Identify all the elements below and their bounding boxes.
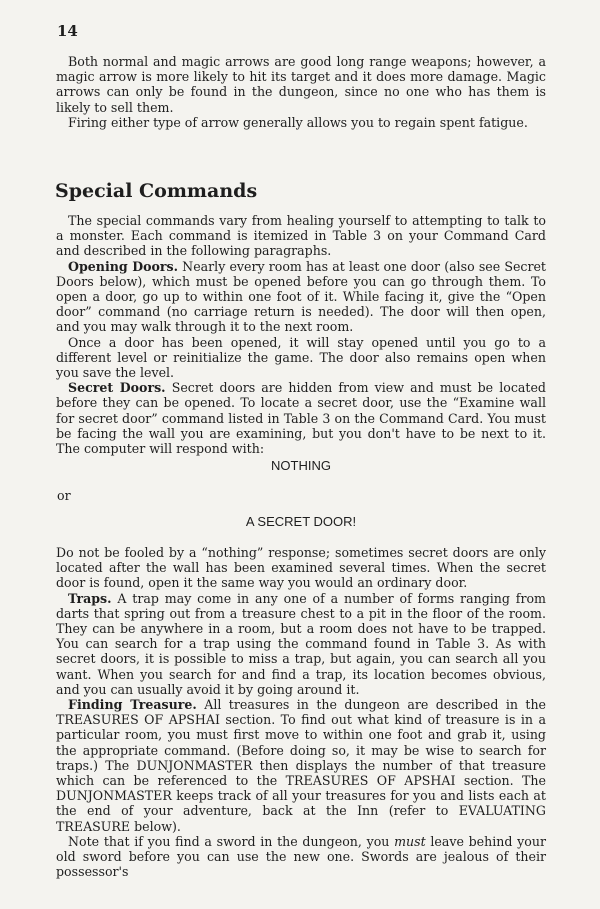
special-commands-text [56, 213, 546, 456]
paragraph: Both normal and magic arrows are good long range weapons; however, a magic arrow is more likely to hit its target and it does more damage. Magic arrows can only be found in the dungeon, since no one who has them is likely to sell them. [56, 54, 546, 115]
response-secret-door: A SECRET DOOR! [245, 514, 357, 529]
paragraph: Note that if you find a sword in the dungeon, you must leave behind your old sword before you can use the new one. Swords are jealous of their possessor's [56, 833, 546, 880]
paragraph: Opening Doors. Nearly every room has at least one door (also see Secret Doors below), which must be opened before you can go through them. To open a door, go up to within one foot of it. While facing it, give the “Open door” command (no carriage return is needed). The door will then open, and you may walk through it to the next room. [56, 258, 546, 335]
run-in-heading: Finding Treasure. [68, 697, 197, 713]
or-text: or [57, 488, 71, 503]
section-heading: Special Commands [55, 180, 258, 202]
emphasis: must [394, 833, 426, 849]
run-in-heading: Secret Doors. [68, 380, 166, 396]
paragraph: The special commands vary from healing yourself to attempting to talk to a monster. Each command is itemized in Table 3 on your Command Card and described in the following paragraphs. [56, 213, 546, 259]
paragraph: Firing either type of arrow generally allows you to regain spent fatigue. [68, 114, 528, 130]
paragraph: Traps. A trap may come in any one of a number of forms ranging from darts that spring out from a treasure chest to a pit in the floor of the room. They can be anywhere in a room, but a room does not have to be trapped. You can search for a trap using the command found in Table 3. As with secret doors, it is possible to miss a trap, but again, you can search all you want. When you search for and find a trap, its location becomes obvious, and you can usually avoid it by going around it. [56, 590, 546, 697]
traps-treasure-text [56, 545, 546, 879]
response-nothing: NOTHING [271, 458, 331, 473]
page-number: 14 [57, 22, 78, 40]
run-in-heading: Traps. [68, 590, 112, 606]
intro-text [56, 54, 546, 130]
paragraph: Once a door has been opened, it will stay opened until you go to a different level or reinitialize the game. The door also remains open when you save the level. [56, 334, 546, 381]
paragraph: Secret Doors. Secret doors are hidden from view and must be located before they can be opened. To locate a secret door, use the “Examine wall for secret door” command listed in Table 3 on the Command Card. You must be facing the wall you are examining, but you don't have to be next to it. The computer will respond with: [56, 380, 546, 457]
paragraph: Finding Treasure. All treasures in the dungeon are described in the TREASURES OF APSHAI section. To find out what kind of treasure is in a particular room, you must first move to within one foot and grab it, using the appropriate command. (Before doing so, it may be wise to search for traps.) The DUNJONMASTER then displays the number of that treasure which can be referenced to the TREASURES OF APSHAI section. The DUNJONMASTER keeps track of all your treasures for you and lists each at the end of your adventure, back at the Inn (refer to EVALUATING TREASURE below). [56, 697, 547, 834]
run-in-heading: Opening Doors. [68, 258, 179, 274]
paragraph: Do not be fooled by a “nothing” response; sometimes secret doors are only located after the wall has been examined several times. When the secret door is found, open it the same way you would an ordinary door. [56, 545, 546, 591]
